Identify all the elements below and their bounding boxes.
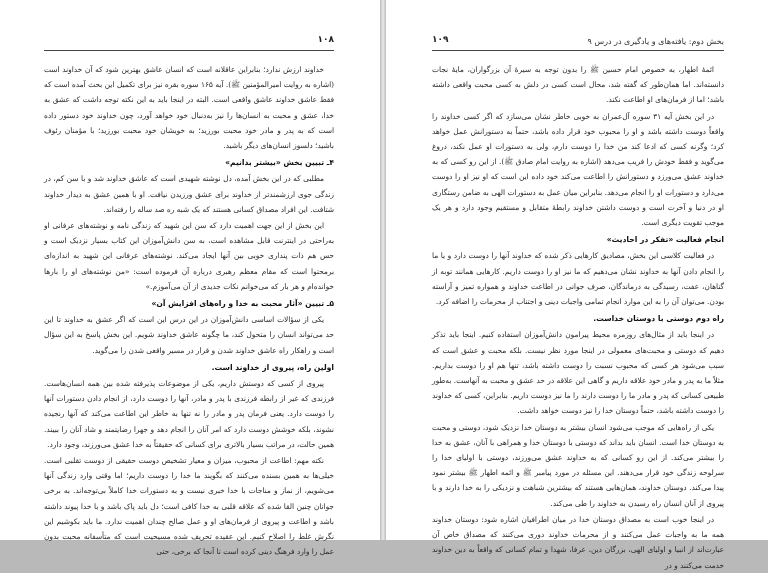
right-page-number: ۱۰۹ xyxy=(432,35,449,45)
section-heading: انجام فعالیت «تفکر در احادیث» xyxy=(606,235,724,245)
running-header-title: بخش دوم: یافته‌های و یادگیری در درس ۹ xyxy=(587,37,724,46)
paragraph: ائمهٔ اطهار، به خصوص امام حسین ﷺ را بدون توجه به سیرهٔ آن بزرگواران، مایهٔ نجات دانسته‌اند. اما همان‌طور که گفته شد، محال است کسی در دلش به کسی محبت واقعی داشته باشد؛ اما از فرمان‌های او اطاعت نکند. xyxy=(432,65,724,105)
right-page-body xyxy=(432,62,724,570)
section-heading: ۵ـ تبیین «آثار محبت به خدا و راه‌های افزایش آن» xyxy=(151,299,334,309)
section-heading: راه دوم دوستی با دوستان خداست. xyxy=(593,314,724,324)
right-page xyxy=(386,0,768,570)
paragraph: یکی از راه‌هایی که موجب می‌شود انسان بیشتر به دوستان خدا نزدیک شود، دوستی و محبت به دوستان خدا است. انسان باید بداند که دوستی با دوستان خدا و همراهی با آنان، عشق به خدا را بیشتر می‌کند. از این رو کسانی که به خداوند عشق می‌ورزند، دوستی با اولیای خدا را سرلوحه زندگی خود قرار می‌دهند. این مسئله در مورد پیامبر ﷺ و ائمه اطهار ﷺ بیشتر نمود پیدا می‌کند. دوستان خداوند، همان‌هایی هستند که بیشترین شباهت و نزدیکی را به خدا دارند و با پیروی از آنان انسان راه رسیدن به خداوند را طی می‌کند. xyxy=(432,422,724,508)
paragraph: در این بخش آیه ۳۱ سوره آل‌عمران به خوبی خاطر نشان می‌سازد که اگر کسی خداوند را واقعاً دوست داشته باشد و او را محبوب خود قرار داده باشد، حتماً به دستورانش عمل خواهد کرد؛ وگرنه کسی که ادعا کند من خدا را دوست دارم، ولی به دستورات او عمل نکند، دروغ می‌گوید و فقط خودش را فریب می‌دهد (اشاره به روایت امام صادق ﷺ). از این رو کسی که به خداوند عشق می‌ورزد و دستورانش را اطاعت می‌کند خود داده این است که او نیز او را دوست می‌دارد و دستورات او را انجام می‌دهد. بنابراین میان عمل به دستورات الهی به ضامن رستگاری او در دنیا و آخرت است و دوست داشتن خداوند رابطهٔ متقابل و مستقیم وجود دارد و هر یک موجب تقویت دیگری است. xyxy=(432,111,724,228)
paragraph: در فعالیت کلاسی این بخش، مصادیق کارهایی ذکر شده که خداوند آنها را دوست دارد و یا ما را انجام دادن آنها به خداوند نشان می‌دهیم که ما نیز او را دوست داریم. کارهایی همانند توبه از گناهان، عفت، رسیدگی به درماندگان، صرف جوانی در اطاعت خداوند و همواره تمیز و آراسته بودن. می‌توان آن را به این موارد انجام تمامی واجبات دینی و اجتناب از محرمات را اضافه کرد. xyxy=(432,251,724,307)
paragraph: در اینجا خوب است به مصداق دوستان خدا در میان اطرافیان اشاره شود: دوستان خداوند همه ما به واجبات عمل می‌کنند و از محرمات خداوند دوری می‌کنند که مصداق خاص آن عبارت‌اند از انبیا و اولیای الهی، بزرگان دین، عرفا، شهدا و تمام کسانی که واقعاً به دین خداوند خدمت می‌کنند و در xyxy=(432,514,724,570)
left-page-body xyxy=(44,62,335,557)
paragraph: این بخش از این جهت اهمیت دارد که سن این شهید که زندگی نامه و نوشته‌های عرفانی او به‌راحتی در اینترنت قابل مشاهده است، به سن دانش‌آموزان این کتاب بسیار نزدیک است و حس هم ذات پنداری خوبی بین آنها ایجاد می‌کند. نوشته‌های عرفانی این شهید به اندازه‌ای برمحتوا است که مقام معظم رهبری درباره آن فرموده است: «من نوشته‌های او را بارها خوانده‌ام و هر بار که می‌خوانم نکات جدیدی از آن می‌آموزم.» xyxy=(44,221,334,291)
section-heading: اولین راه، پیروی از خداوند است. xyxy=(211,362,334,372)
right-page-header xyxy=(432,36,724,51)
paragraph: پیروی از کسی که دوستش داریم، یکی از موضوعات پذیرفته شده بین همه انسان‌هاست. فرزندی که غیر از رابطه فرزندی با پدر و مادر، آنها را دوست دارد، از انجام دادن دستورات آنها را دوست دارد. یعنی فرمان پدر و مادر را نه تنها به خاطر این اطاعت می‌کند که آنها رنجیده نشوند، بلکه خوشش دوست دارد که امر آنان را انجام دهد و جهرا رضایتمند و شاد آنان را ببیند. همین حالت، در مراتب بسیار بالاتری برای کسانی که حقیقتاً به خدا عشق می‌ورزند، وجود دارد. xyxy=(44,379,334,449)
left-page-number: ۱۰۸ xyxy=(317,35,334,45)
section-heading: ۴ـ تبیین بخش «بیشتر بدانیم» xyxy=(225,158,334,168)
paragraph: در اینجا باید از مثال‌های روزمره محیط پیرامون دانش‌آموزان استفاده کنیم. اینجا باید تذکر دهیم که دوستی و محبت‌های معمولی در اینجا مورد نظر نیست. بلکه محبت و عشق است که سبب می‌شود هر کسی که محبوب نسبت را دوست داشته باشد، تنها هم او را دوست بداریم. مثلاً ما به پدر و مادر خود علاقه داریم و گاهی این علاقه در حد عشق و محبت به آنهاست. به‌طور طبیعی کسانی که پدر و مادر ما را دوست دارند را ما نیز دوست داریم. بنابراین، کسی که خداوند را دوست داشته باشد، حتماً دوستان خدا را نیز دوست خواهد داشت. xyxy=(432,330,724,416)
left-page-header xyxy=(44,36,334,51)
paragraph: خداوند ارزش ندارد؛ بنابراین عاقلانه است که انسان عاشق بهترین شود که آن خداوند است (اشاره به روایت امیرالمؤمنین ﷺ). آیه ۱۶۵ سوره بقره نیز برای تکمیل این بحث آمده است که فقط عاشق خداوند عاشق واقعی است. البته در اینجا باید به این نکته توجه داشت که عشق به خدا، عشق و محبت به انسان‌ها را نیز به‌دنبال خود خواهد آورد، چون خداوند خود دستور داده است که به پدر و مادر خود محبت بورزید؛ به خویشان خود محبت بورزید؛ با مؤمنان رئوف باشید؛ دلسوز انسان‌های دیگر باشید. xyxy=(44,65,335,151)
left-page xyxy=(0,0,380,557)
paragraph: مطلبی که در این بخش آمده، دل نوشته شهیدی است که عاشق خداوند شد و با سن کم، در زندگی جوی ارزشمندتر از خداوند برای عشق ورزیدن نیافت. او با همین عشق به دیدار خداوند شتافت. این افراد مصداق کسانی هستند که یک شبه ره صد ساله را رفته‌اند. xyxy=(44,174,334,214)
paragraph: یکی از سؤالات اساسی دانش‌آموزان در این درس این است که اگر عشق به خداوند تا این حد می‌تواند انسان را متحول کند، ما چگونه عاشق خداوند شویم. این بخش پاسخ به این سؤال است و راهکار راه عاشق خداوند شدن و قرار در مسیر واقعی شدن را می‌گوید. xyxy=(44,315,334,355)
paragraph: نکته مهم: اطاعت از محبوب، میزان و معیار تشخیص دوست حقیقی از دوست تقلبی است. خیلی‌ها به همین بسنده می‌کنند که بگویند ما خدا را دوست داریم؛ اما وقتی وارد زندگی آنها می‌شویم، از نماز و مناجات با خدا خبری نیست و به دستورات خدا کاملاً بی‌توجه‌اند. به برخی جوانان چنین القا شده که علاقه قلبی به خدا کافی است؛ دل باید پاک باشد و با خدا پیوند داشته باشد و اطاعت و پیروی از فرمان‌های او و عمل صالح چندان اهمیت ندارد. ما باید بکوشیم این نگرش غلط را اصلاح کنیم. این عقیده تحریف شده مسیحیت است که متأسفانه محبت بدون عمل را وارد فرهنگ دینی کرده است تا آنجا که برخی، حتی xyxy=(44,456,334,557)
